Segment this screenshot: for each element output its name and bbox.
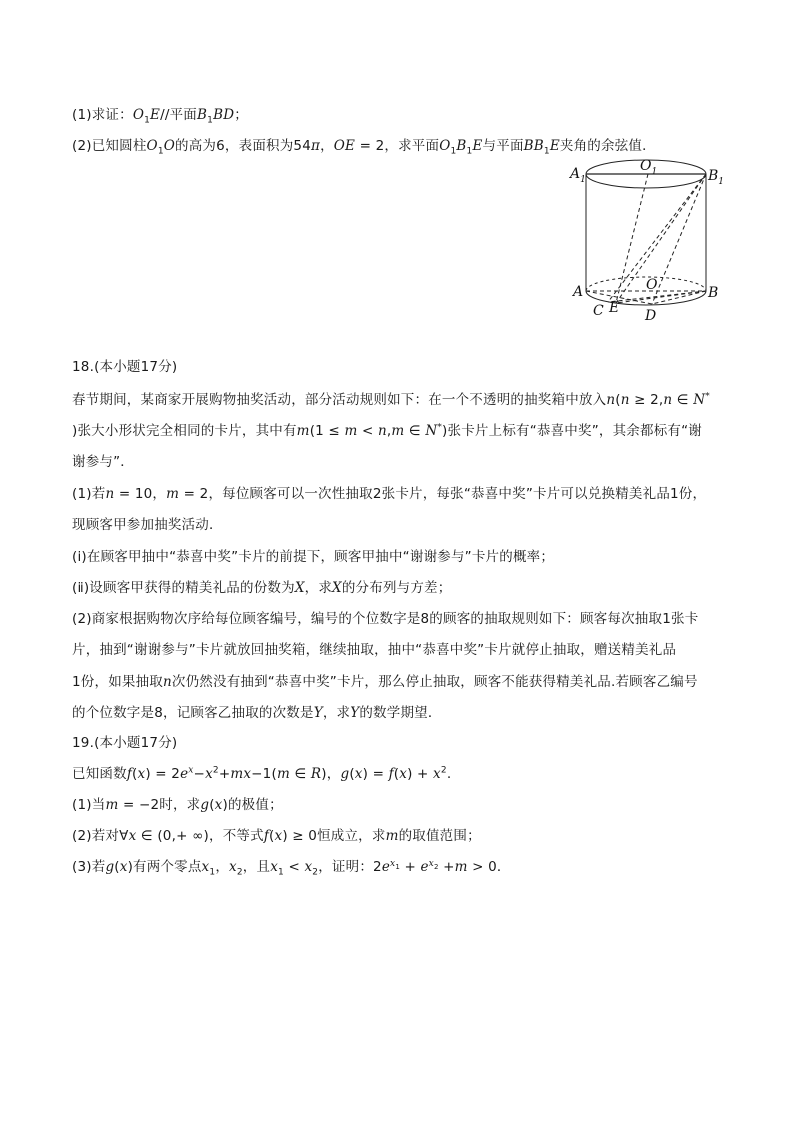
label-c: C: [593, 303, 604, 319]
cylinder-figure: [560, 152, 730, 324]
q19-line4: (3)若g(x)有两个零点$x_1$，$x_2$，且$x_1 < x_2$，证明：$2e^{x_1} + e^{x_2} +m > 0$．: [72, 858, 511, 878]
label-b1: $B_1$: [708, 168, 725, 187]
q18-line4: (1)若n = 10，m = 2，每位顾客可以一次性抽取2张卡片，每张“恭喜中奖”卡片可以兑换精美礼品1份，: [72, 486, 707, 502]
q17-part2: (2)已知圆柱$O_1O$的高为6，表面积为54π，OE = 2，求平面$O_1B_1E$与平面$BB_1E$夹角的余弦值．: [72, 138, 656, 157]
label-a: A: [573, 284, 584, 300]
q17-part1: (1)求证：$O_1E//$平面$B_1BD$；: [72, 107, 248, 126]
q18-line10: 1份，如果抽取n次仍然没有抽到“恭喜中奖”卡片，那么停止抽取，顾客不能获得精美礼品.若顾客乙编号: [72, 674, 698, 690]
label-a1: $A_1$: [570, 166, 586, 185]
q19-line2: (1)当m = −2时，求g(x)的极值；: [72, 797, 283, 813]
q18-line9: 片，抽到“谢谢参与”卡片就放回抽奖箱，继续抽取，抽中“恭喜中奖”卡片就停止抽取，赠送精美礼品: [72, 642, 677, 658]
q18-line2: )张大小形状完全相同的卡片，其中有m(1 ≤ m < n,m ∈ N*)张卡片上标有“恭喜中奖”，其余都标有“谢: [72, 422, 702, 439]
q18-line6: (ⅰ)在顾客甲抽中“恭喜中奖”卡片的前提下，顾客甲抽中“谢谢参与”卡片的概率；: [72, 549, 555, 565]
label-o1: $O_1$: [640, 158, 658, 177]
q18-header: 18.(本小题17分): [72, 359, 178, 375]
q18-line8: (2)商家根据购物次序给每位顾客编号，编号的个位数字是8的顾客的抽取规则如下：顾客每次抽取1张卡: [72, 611, 699, 627]
q18-line11: 的个位数字是8，记顾客乙抽取的次数是Y，求Y的数学期望．: [72, 705, 442, 721]
seg-b-e: [616, 291, 706, 303]
q18-line3: 谢参与”．: [72, 454, 134, 470]
label-e: E: [609, 300, 620, 316]
label-b: B: [708, 285, 719, 301]
q19-line3: (2)若对∀x ∈ (0,+ ∞)，不等式f(x) ≥ 0恒成立，求m的取值范围；: [72, 828, 481, 844]
q18-line1: 春节期间，某商家开展购物抽奖活动，部分活动规则如下：在一个不透明的抽奖箱中放入n(n ≥ 2,n ∈ N*: [72, 391, 710, 408]
q18-line7: (ⅱ)设顾客甲获得的精美礼品的份数为X，求X的分布列与方差；: [72, 580, 452, 596]
seg-b1-e: [616, 174, 706, 303]
seg-o1-e: [616, 174, 648, 303]
seg-b-d: [652, 291, 706, 304]
q19-line1: 已知函数$f(x) = 2e^x-x^2+mx-1(m$ ∈ R)，$g(x) = f(x) + x^2$.: [72, 765, 452, 782]
label-d: D: [645, 308, 657, 324]
label-o: O: [646, 277, 658, 293]
q18-line5: 现顾客甲参加抽奖活动．: [72, 517, 223, 533]
bottom-front-arc: [586, 291, 706, 305]
q19-header: 19.(本小题17分): [72, 735, 178, 751]
